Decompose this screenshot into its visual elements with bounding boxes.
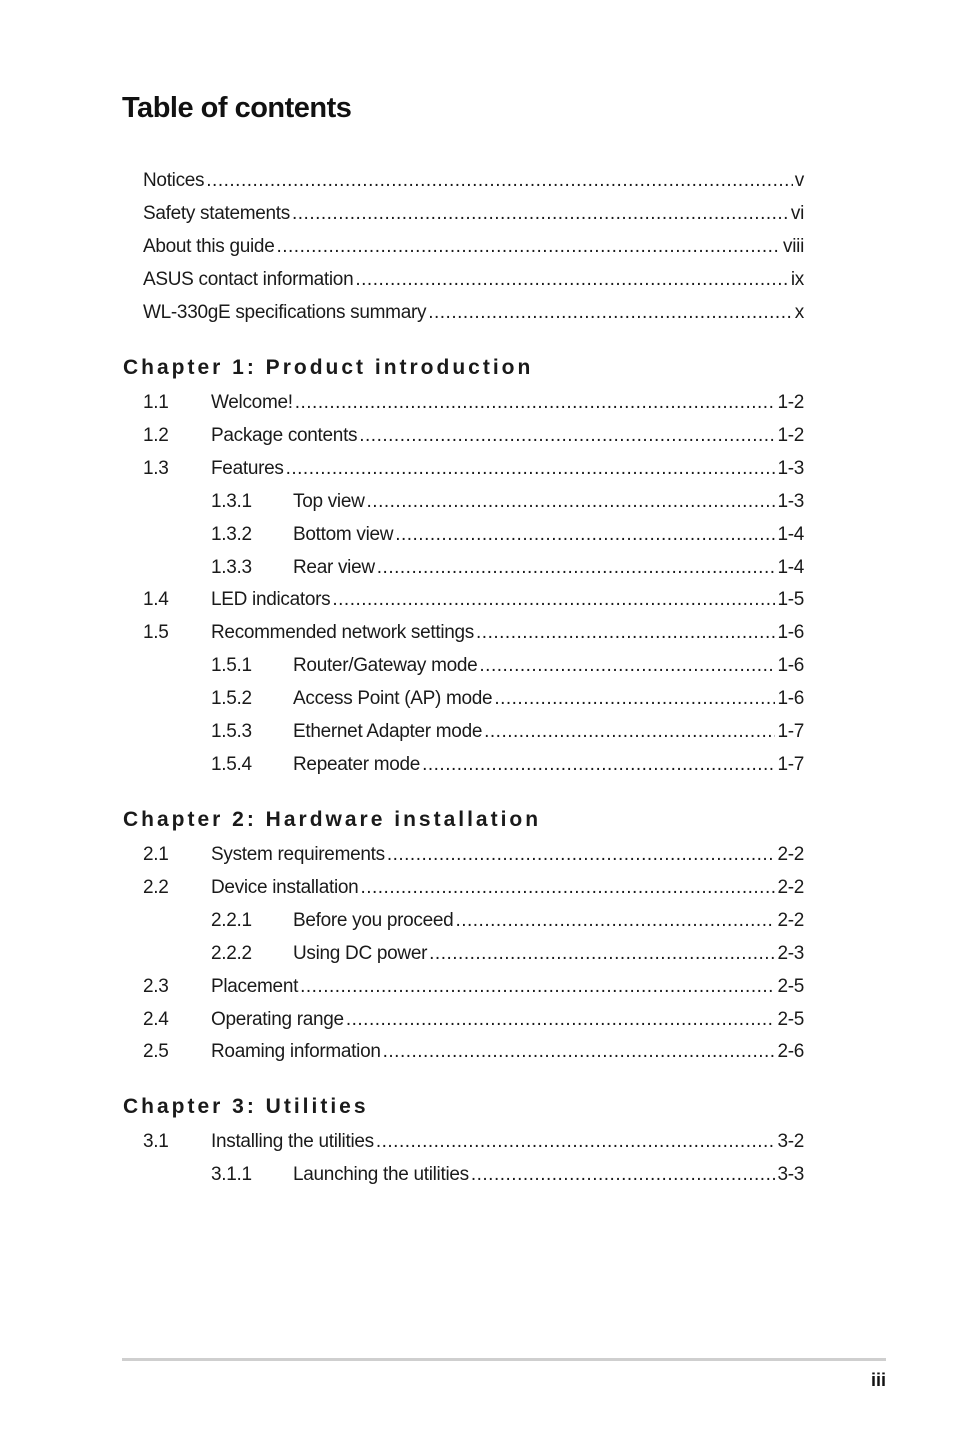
- toc-entry-page: 1-7: [777, 721, 804, 742]
- toc-entry-page: 2-5: [777, 1008, 804, 1030]
- dot-leader: [429, 941, 775, 967]
- toc-entry-number: 2.1: [143, 844, 169, 865]
- toc-entry-number: 1.3.2: [211, 523, 252, 545]
- toc-entry-page: 1-6: [777, 655, 804, 677]
- toc-entry-page: 1-3: [777, 490, 804, 512]
- toc-entry-number: 2.2.1: [211, 909, 252, 931]
- toc-entry-page: 1-2: [777, 392, 804, 413]
- dot-leader: [367, 489, 776, 515]
- toc-front-matter-item[interactable]: [143, 168, 804, 194]
- dot-leader: [346, 1007, 776, 1033]
- dot-leader: [377, 555, 776, 581]
- toc-entry-page: 1-4: [777, 556, 804, 578]
- toc-section-item[interactable]: [143, 456, 804, 482]
- toc-entry-number: 1.4: [143, 589, 169, 611]
- dot-leader: [428, 300, 793, 326]
- toc-entry-label: System requirements: [211, 844, 385, 865]
- toc-entry-page: 2-2: [777, 909, 804, 931]
- toc-entry-number: 1.5.4: [211, 753, 252, 775]
- dot-leader: [494, 686, 775, 712]
- toc-entry-page: x: [794, 301, 804, 323]
- toc-entry-page: 2-2: [777, 876, 804, 898]
- toc-entry-label: Operating range: [211, 1008, 344, 1030]
- dot-leader: [479, 653, 775, 679]
- toc-entry-label: Device installation: [211, 876, 359, 898]
- toc-subsection-item[interactable]: [211, 719, 804, 745]
- toc-entry-page: ix: [790, 268, 804, 290]
- toc-subsection-item[interactable]: [211, 941, 804, 967]
- dot-leader: [276, 234, 781, 260]
- toc-entry-label: Features: [211, 457, 284, 479]
- toc-entry-number: 2.5: [143, 1041, 169, 1063]
- footer-page-number: iii: [870, 1370, 886, 1390]
- dot-leader: [295, 390, 776, 416]
- toc-entry-label: Rear view: [293, 556, 375, 578]
- toc-section-item[interactable]: [143, 842, 804, 868]
- toc-entry-label: WL-330gE specifications summary: [143, 301, 427, 323]
- toc-subsection-item[interactable]: [211, 489, 804, 515]
- toc-subsection-item[interactable]: [211, 686, 804, 712]
- toc-entry-page: 2-2: [777, 844, 804, 865]
- toc-entry-page: 2-3: [777, 942, 804, 964]
- toc-section-item[interactable]: [143, 423, 804, 449]
- toc-section-item[interactable]: [143, 620, 804, 646]
- page-title: Table of contents: [122, 92, 352, 124]
- toc-entry-page: 2-6: [777, 1041, 804, 1063]
- dot-leader: [422, 752, 775, 778]
- toc-entry-page: 3-2: [777, 1131, 804, 1152]
- toc-entry-label: Safety statements: [143, 202, 290, 224]
- toc-entry-number: 2.4: [143, 1008, 169, 1030]
- dot-leader: [455, 908, 775, 934]
- dot-leader: [376, 1129, 776, 1155]
- toc-entry-page: 2-5: [777, 975, 804, 997]
- toc-entry-label: Using DC power: [293, 942, 428, 964]
- dot-leader: [471, 1162, 776, 1188]
- toc-section-item[interactable]: [143, 587, 804, 613]
- dot-leader: [360, 875, 775, 901]
- toc-subsection-item[interactable]: [211, 752, 804, 778]
- toc-entry-page: 1-6: [777, 688, 804, 710]
- chapter-heading[interactable]: Chapter 1: Product introduction: [123, 356, 534, 379]
- toc-subsection-item[interactable]: [211, 555, 804, 581]
- toc-entry-number: 1.3.3: [211, 556, 252, 578]
- toc-entry-number: 1.2: [143, 424, 169, 446]
- toc-entry-page: viii: [783, 235, 804, 257]
- toc-entry-label: Repeater mode: [293, 753, 421, 775]
- toc-section-item[interactable]: [143, 875, 804, 901]
- toc-entry-number: 2.2.2: [211, 942, 252, 964]
- toc-section-item[interactable]: [143, 1129, 804, 1155]
- toc-entry-label: Welcome!: [211, 392, 293, 413]
- toc-front-matter-item[interactable]: [143, 201, 804, 227]
- chapter-heading[interactable]: Chapter 2: Hardware installation: [123, 808, 542, 831]
- chapter-heading[interactable]: Chapter 3: Utilities: [123, 1095, 369, 1118]
- toc-entry-page: 1-4: [777, 523, 804, 545]
- toc-entry-number: 2.3: [143, 975, 169, 997]
- footer-divider: [122, 1358, 886, 1361]
- toc-subsection-item[interactable]: [211, 522, 804, 548]
- toc-subsection-item[interactable]: [211, 653, 804, 679]
- toc-entry-label: Package contents: [211, 424, 358, 446]
- toc-entry-label: Router/Gateway mode: [293, 655, 478, 677]
- toc-entry-label: Before you proceed: [293, 909, 454, 931]
- toc-entry-number: 2.2: [143, 876, 169, 898]
- toc-entry-label: Roaming information: [211, 1041, 381, 1063]
- toc-entry-label: ASUS contact information: [143, 268, 354, 290]
- dot-leader: [383, 1039, 776, 1065]
- toc-entry-page: v: [794, 170, 804, 191]
- toc-front-matter-item[interactable]: [143, 267, 804, 293]
- toc-entry-number: 1.3.1: [211, 490, 252, 512]
- toc-entry-page: 1-2: [777, 424, 804, 446]
- dot-leader: [359, 423, 775, 449]
- toc-entry-label: Launching the utilities: [293, 1163, 469, 1185]
- toc-entry-number: 3.1: [143, 1131, 169, 1152]
- dot-leader: [387, 842, 776, 868]
- toc-entry-number: 1.5: [143, 622, 169, 644]
- dot-leader: [286, 456, 776, 482]
- toc-entry-page: 1-6: [777, 622, 804, 644]
- toc-entry-page: 3-3: [777, 1163, 804, 1185]
- dot-leader: [476, 620, 775, 646]
- toc-section-item[interactable]: [143, 1039, 804, 1065]
- toc-section-item[interactable]: [143, 390, 804, 416]
- toc-entry-label: Recommended network settings: [211, 622, 475, 644]
- toc-entry-label: Bottom view: [293, 523, 394, 545]
- toc-subsection-item[interactable]: [211, 1162, 804, 1188]
- dot-leader: [292, 201, 789, 227]
- toc-entry-page: 1-7: [777, 753, 804, 775]
- toc-entry-number: 1.5.2: [211, 688, 252, 710]
- toc-entry-label: Placement: [211, 975, 299, 997]
- toc-entry-number: 3.1.1: [211, 1163, 252, 1185]
- dot-leader: [332, 587, 775, 613]
- toc-entry-number: 1.5.3: [211, 721, 252, 742]
- toc-entry-label: Ethernet Adapter mode: [293, 721, 483, 742]
- toc-entry-label: Installing the utilities: [211, 1131, 374, 1152]
- toc-front-matter-item[interactable]: [143, 300, 804, 326]
- toc-entry-page: vi: [790, 202, 804, 224]
- toc-entry-page: 1-3: [777, 457, 804, 479]
- dot-leader: [355, 267, 789, 293]
- toc-section-item[interactable]: [143, 1007, 804, 1033]
- toc-entry-label: Notices: [143, 170, 205, 191]
- dot-leader: [395, 522, 775, 548]
- dot-leader: [206, 168, 793, 194]
- toc-subsection-item[interactable]: [211, 908, 804, 934]
- toc-entry-label: About this guide: [143, 235, 275, 257]
- toc-front-matter-item[interactable]: [143, 234, 804, 260]
- toc-entry-label: Access Point (AP) mode: [293, 688, 493, 710]
- toc-entry-label: Top view: [293, 490, 365, 512]
- toc-entry-label: LED indicators: [211, 589, 331, 611]
- toc-entry-number: 1.1: [143, 392, 169, 413]
- dot-leader: [484, 719, 775, 745]
- toc-entry-number: 1.3: [143, 457, 169, 479]
- toc-entry-number: 1.5.1: [211, 655, 252, 677]
- dot-leader: [300, 974, 775, 1000]
- toc-entry-page: 1-5: [777, 589, 804, 611]
- toc-section-item[interactable]: [143, 974, 804, 1000]
